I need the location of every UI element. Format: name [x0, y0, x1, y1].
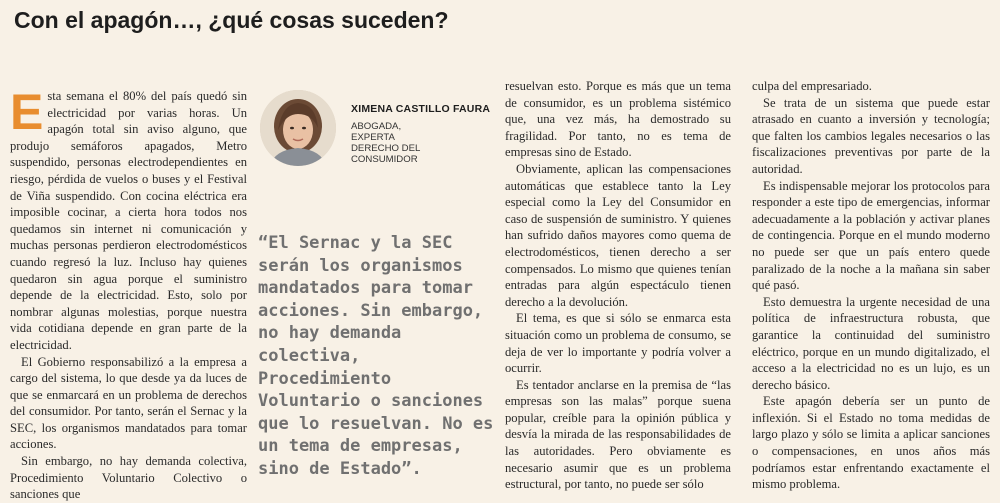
- paragraph: El tema, es que si sólo se enmarca esta situación como un problema de consumo, se deja de ver lo importante y podría volver a ocurrir.: [505, 311, 731, 376]
- paragraph: Este apagón debería ser un punto de inflexión. Si el Estado no toma medidas de largo plazo y sólo se limita a aplicar sanciones o compensaciones, en unos años más podríamos estar enfrentando exactamente el mismo problema.: [752, 394, 990, 492]
- paragraph: resuelvan esto. Porque es más que un tema de consumidor, es un problema sistémico que, una vez más, ha demostrado su fragilidad. Por tanto, no es tema de empresas sino de Estado.: [505, 79, 731, 160]
- author-role: ABOGADA, EXPERTA DERECHO DEL CONSUMIDOR: [351, 121, 420, 165]
- article-column-1: [10, 84, 247, 503]
- paragraph: Esto demuestra la urgente necesidad de una política de infraestructura robusta, que garantice la continuidad del suministro eléctrico, porque en un mundo digitalizado, el acceso a la electricidad no es un lujo, es un derecho básico.: [752, 294, 990, 392]
- paragraph-text: sta semana el 80% del país quedó sin electricidad por varias horas. Un apagón total sin aviso alguno, que produjo semáforos apagados, Metro suspendido, personas electrodependientes en riesgo, pérdida de vuelos o buses y el Festival de Viña suspendido. Con cocina eléctrica era imposible cocinar, a cierta hora todos nos quedamos sin internet ni comunicación y muchas personas perdieron electrodomésticos cuando regresó la luz. Incluso hay quienes quedaron sin agua porque el suministro depende de la electricidad. Esto, solo por nombrar algunas molestias, porque nuestra vida cotidiana depende en gran parte de la electricidad.: [10, 89, 247, 352]
- article-column-2: [505, 78, 731, 493]
- paragraph: Se trata de un sistema que puede estar atrasado en cuanto a inversión y tecnología; que falten los cambios legales necesarios o las fiscalizaciones preventivas por parte de la autoridad.: [752, 95, 990, 176]
- author-portrait-image: [260, 90, 336, 166]
- author-photo: [260, 90, 336, 166]
- article-column-3: [752, 78, 990, 493]
- paragraph: El Gobierno responsabilizó a la empresa a cargo del sistema, lo que desde ya da luces de que se enmarcará en un problema de derechos del consumidor. Por tanto, serán el Sernac y la SEC, los organismos mandatados para tomar acciones.: [10, 354, 247, 452]
- paragraph: culpa del empresariado.: [752, 79, 872, 93]
- author-byline: [351, 103, 501, 165]
- paragraph: Obviamente, aplican las compensaciones automáticas que establece tanto la Ley especial como la Ley del Consumidor en caso de suspensión de suministro. Y quienes han sufrido daños mayores como quema de electrodomésticos, tienen derecho a ser compensados. Lo mismo que quienes tenían entradas para algún espectáculo tienen derecho a la devolución.: [505, 161, 731, 309]
- pull-quote: “El Sernac y la SEC serán los organismos mandatados para tomar acciones. Sin embargo, no hay demanda colectiva, Procedimiento Voluntario o sanciones que lo resuelvan. No es un tema de empresas, sino de Estado”.: [258, 233, 494, 479]
- headline: Con el apagón…, ¿qué cosas suceden?: [14, 7, 449, 33]
- paragraph: Sin embargo, no hay demanda colectiva, Procedimiento Voluntario Colectivo o sanciones que: [10, 454, 247, 502]
- paragraph: Es tentador anclarse en la premisa de “las empresas son las malas” porque suena popular, creíble para la opinión pública y desvía la mirada de las responsabilidades de las autoridades. Pero obviamente es necesario asumir que es un problema estructural, por tanto, no puede ser sólo: [505, 377, 731, 492]
- paragraph: [10, 84, 247, 354]
- paragraph: Es indispensable mejorar los protocolos para responder a este tipo de emergencias, informar adecuadamente a la población y activar planes de contingencia. Porque en el mundo moderno no puede ser que un país entero quede paralizado de la noche a la mañana sin saber qué pasó.: [752, 178, 990, 293]
- author-name: XIMENA CASTILLO FAURA: [351, 103, 491, 115]
- drop-cap: E: [10, 84, 44, 140]
